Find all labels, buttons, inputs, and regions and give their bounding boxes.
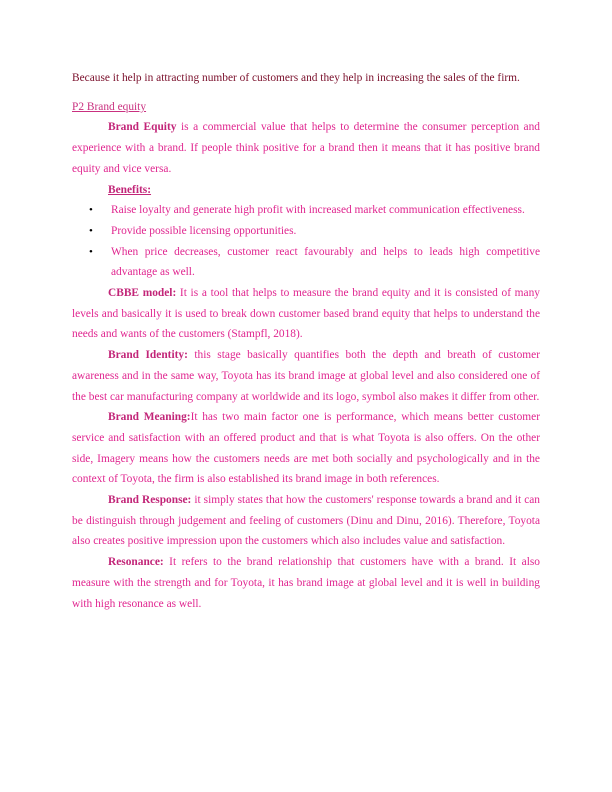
- list-item-text: When price decreases, customer react favourably and helps to leads high competitive advantage as well.: [111, 245, 540, 279]
- response-lead: Brand Response:: [108, 494, 192, 507]
- document-page: [72, 68, 540, 614]
- list-item-text: Raise loyalty and generate high profit with increased market communication effectiveness.: [111, 204, 525, 217]
- section-heading: P2 Brand equity: [72, 100, 147, 113]
- brand-equity-text: is a commercial value that helps to determine the consumer perception and experience with a brand. If people think positive for a brand then it means that it has positive brand equity and vice versa.: [72, 121, 540, 175]
- benefits-heading: Benefits:: [108, 183, 152, 196]
- intro-paragraph: Because it help in attracting number of customers and they help in increasing the sales of the firm.: [72, 72, 520, 84]
- list-item-text: Provide possible licensing opportunities.: [111, 224, 297, 237]
- brand-equity-lead: Brand Equity: [108, 121, 177, 134]
- identity-text: this stage basically quantifies both the depth and breath of customer awareness and in the same way, Toyota has its brand image at global level and also considered one of the best car manufacturing company at worldwide and its logo, symbol also makes it differ from other.: [72, 349, 540, 403]
- list-item: [72, 221, 540, 242]
- resonance-lead: Resonance:: [108, 556, 164, 569]
- bullet-icon: •: [89, 204, 93, 217]
- brand-equity-paragraph: [72, 117, 540, 179]
- response-paragraph: [72, 490, 540, 552]
- meaning-paragraph: [72, 407, 540, 490]
- list-item: [72, 242, 540, 283]
- cbbe-paragraph: [72, 283, 540, 345]
- resonance-text: It refers to the brand relationship that customers have with a brand. It also measure with the strength and for Toyota, it has brand image at global level and it is well in building with high resonance as well.: [72, 556, 540, 610]
- bullet-icon: •: [89, 245, 93, 258]
- identity-lead: Brand Identity:: [108, 349, 188, 362]
- bullet-icon: •: [89, 224, 93, 237]
- list-item: [72, 200, 540, 221]
- cbbe-lead: CBBE model:: [108, 287, 177, 300]
- identity-paragraph: [72, 345, 540, 407]
- response-text: it simply states that how the customers' response towards a brand and it can be distinguish through judgement and feeling of customers (Dinu and Dinu, 2016). Therefore, Toyota also creates positive impression upon the customers which also includes value and satisfaction.: [72, 494, 540, 548]
- meaning-lead: Brand Meaning:: [108, 411, 191, 424]
- benefits-list: [72, 200, 540, 283]
- meaning-text: It has two main factor one is performance, which means better customer service and satisfaction with an offered product and that is what Toyota is also offers. On the other side, Imagery means how the customers needs are met both socially and psychologically and in the context of Toyota, the firm is also established its brand image in both references.: [72, 411, 540, 486]
- resonance-paragraph: [72, 552, 540, 614]
- cbbe-text: It is a tool that helps to measure the brand equity and it is consisted of many levels and basically it is used to break down customer based brand equity that helps to understand the needs and wants of the customers (Stampfl, 2018).: [72, 287, 540, 341]
